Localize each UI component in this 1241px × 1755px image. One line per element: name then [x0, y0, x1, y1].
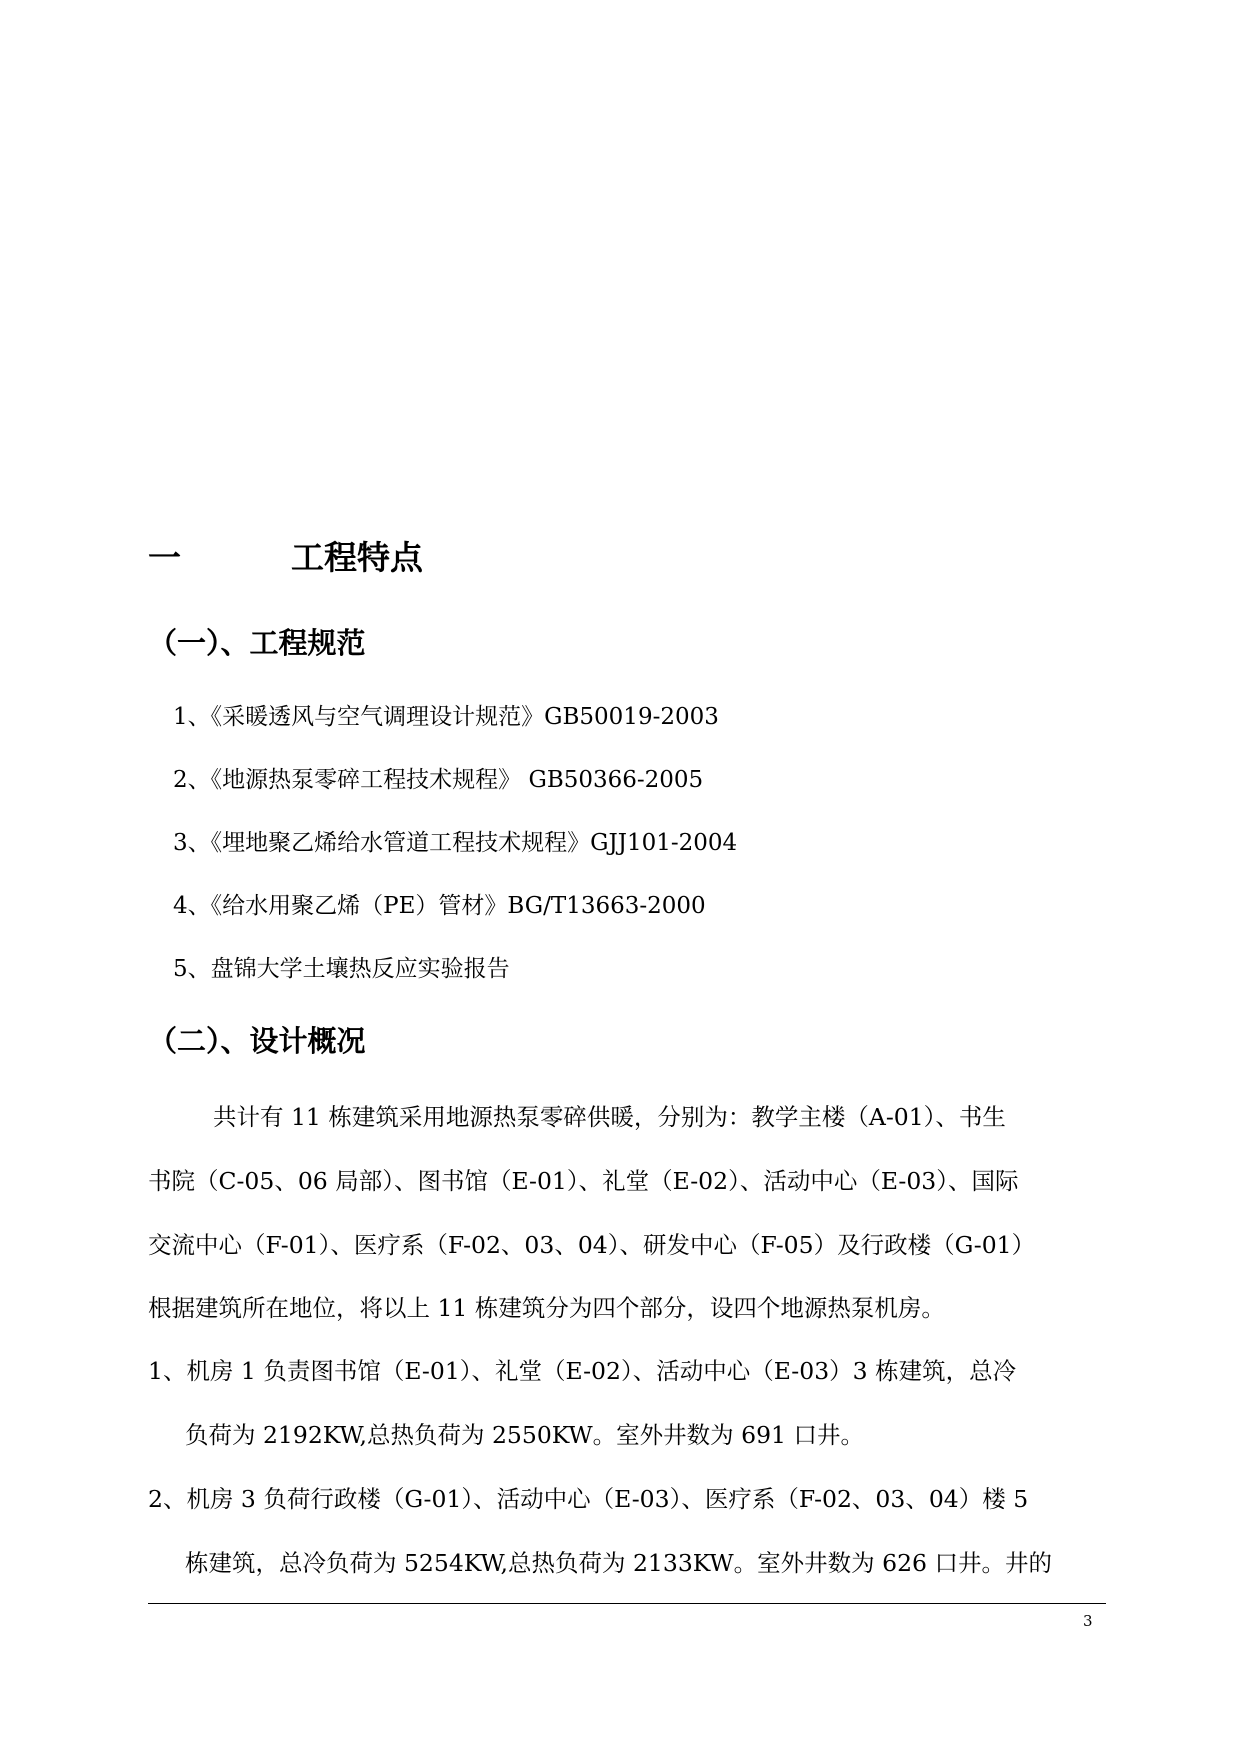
body-line: 交流中心（F-01）、医疗系（F-02、03、04）、研发中心（F-05）及行政楼（G-01）: [148, 1231, 1036, 1259]
footer-rule: [148, 1603, 1106, 1604]
reference-item: 2、《地源热泵零碎工程技术规程》 GB50366-2005: [173, 767, 704, 793]
section-number: 一: [148, 538, 181, 577]
subsection-title-design-overview: （二）、设计概况: [148, 1024, 366, 1058]
machine-room-item: 1、机房 1 负责图书馆（E-01）、礼堂（E-02）、活动中心（E-03）3 栋建筑，总冷: [148, 1357, 1017, 1385]
machine-room-item-continuation: 负荷为 2192KW,总热负荷为 2550KW。室外井数为 691 口井。: [185, 1421, 864, 1449]
reference-item: 3、《埋地聚乙烯给水管道工程技术规程》GJJ101-2004: [173, 830, 738, 856]
section-title: 工程特点: [291, 538, 423, 577]
body-line: 根据建筑所在地位，将以上 11 栋建筑分为四个部分，设四个地源热泵机房。: [148, 1294, 945, 1322]
body-line: 共计有 11 栋建筑采用地源热泵零碎供暖，分别为：教学主楼（A-01）、书生: [213, 1103, 1006, 1131]
reference-item: 1、《采暖透风与空气调理设计规范》GB50019-2003: [173, 704, 719, 730]
reference-item: 5、盘锦大学土壤热反应实验报告: [173, 956, 510, 982]
machine-room-item: 2、机房 3 负荷行政楼（G-01）、活动中心（E-03）、医疗系（F-02、03、04）楼 5: [148, 1485, 1029, 1513]
body-line: 书院（C-05、06 局部）、图书馆（E-01）、礼堂（E-02）、活动中心（E-03）、国际: [148, 1167, 1019, 1195]
page-number: 3: [1083, 1612, 1093, 1630]
machine-room-item-continuation: 栋建筑，总冷负荷为 5254KW,总热负荷为 2133KW。室外井数为 626 口井。井的: [185, 1549, 1052, 1577]
reference-item: 4、《给水用聚乙烯（PE）管材》BG/T13663-2000: [173, 893, 706, 919]
subsection-title-standards: （一）、工程规范: [148, 626, 366, 660]
